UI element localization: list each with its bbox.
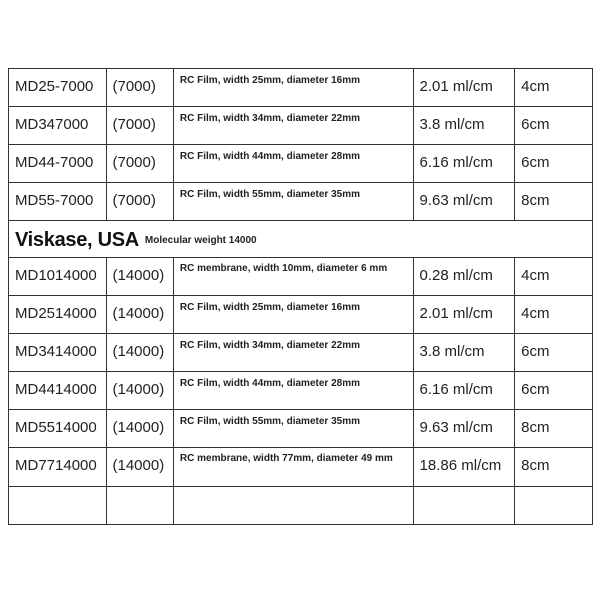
empty-cell bbox=[9, 487, 107, 525]
product-description: RC membrane, width 10mm, diameter 6 mm bbox=[173, 258, 413, 296]
product-description: RC Film, width 55mm, diameter 35mm bbox=[173, 410, 413, 448]
length: 4cm bbox=[515, 258, 593, 296]
brand-name: Viskase, USA bbox=[15, 229, 139, 251]
product-description: RC Film, width 25mm, diameter 16mm bbox=[173, 69, 413, 107]
table-row bbox=[9, 448, 593, 487]
product-code: MD25-7000 bbox=[9, 69, 107, 107]
product-code: MD5514000 bbox=[9, 410, 107, 448]
empty-cell bbox=[515, 487, 593, 525]
empty-cell bbox=[106, 487, 173, 525]
molecular-weight: (14000) bbox=[106, 296, 173, 334]
length: 6cm bbox=[515, 334, 593, 372]
product-code: MD2514000 bbox=[9, 296, 107, 334]
table-row bbox=[9, 183, 593, 221]
table-row bbox=[9, 258, 593, 296]
volume-per-length: 2.01 ml/cm bbox=[413, 296, 515, 334]
product-code: MD44-7000 bbox=[9, 145, 107, 183]
product-code: MD347000 bbox=[9, 107, 107, 145]
molecular-weight: (7000) bbox=[106, 183, 173, 221]
product-description: RC Film, width 25mm, diameter 16mm bbox=[173, 296, 413, 334]
empty-cell bbox=[173, 487, 413, 525]
molecular-weight: (14000) bbox=[106, 258, 173, 296]
volume-per-length: 9.63 ml/cm bbox=[413, 410, 515, 448]
product-description: RC membrane, width 77mm, diameter 49 mm bbox=[173, 448, 413, 487]
volume-per-length: 3.8 ml/cm bbox=[413, 334, 515, 372]
table-row bbox=[9, 69, 593, 107]
length: 4cm bbox=[515, 69, 593, 107]
product-description: RC Film, width 44mm, diameter 28mm bbox=[173, 145, 413, 183]
volume-per-length: 0.28 ml/cm bbox=[413, 258, 515, 296]
table-row bbox=[9, 296, 593, 334]
volume-per-length: 3.8 ml/cm bbox=[413, 107, 515, 145]
volume-per-length: 6.16 ml/cm bbox=[413, 372, 515, 410]
length: 6cm bbox=[515, 107, 593, 145]
length: 8cm bbox=[515, 410, 593, 448]
product-description: RC Film, width 34mm, diameter 22mm bbox=[173, 107, 413, 145]
molecular-weight: (7000) bbox=[106, 107, 173, 145]
product-description: RC Film, width 44mm, diameter 28mm bbox=[173, 372, 413, 410]
product-code: MD55-7000 bbox=[9, 183, 107, 221]
molecular-weight: (7000) bbox=[106, 145, 173, 183]
table-row bbox=[9, 107, 593, 145]
table-row bbox=[9, 334, 593, 372]
product-table-sheet bbox=[8, 68, 593, 533]
product-code: MD3414000 bbox=[9, 334, 107, 372]
table-row bbox=[9, 372, 593, 410]
product-description: RC Film, width 34mm, diameter 22mm bbox=[173, 334, 413, 372]
table-row bbox=[9, 410, 593, 448]
empty-cell bbox=[413, 487, 515, 525]
volume-per-length: 2.01 ml/cm bbox=[413, 69, 515, 107]
product-code: MD1014000 bbox=[9, 258, 107, 296]
volume-per-length: 18.86 ml/cm bbox=[413, 448, 515, 487]
product-table bbox=[8, 68, 593, 525]
volume-per-length: 6.16 ml/cm bbox=[413, 145, 515, 183]
product-code: MD4414000 bbox=[9, 372, 107, 410]
length: 8cm bbox=[515, 448, 593, 487]
molecular-weight: (14000) bbox=[106, 448, 173, 487]
product-description: RC Film, width 55mm, diameter 35mm bbox=[173, 183, 413, 221]
volume-per-length: 9.63 ml/cm bbox=[413, 183, 515, 221]
molecular-weight-note: Molecular weight 14000 bbox=[144, 235, 257, 246]
empty-row bbox=[9, 487, 593, 525]
molecular-weight: (14000) bbox=[106, 334, 173, 372]
length: 6cm bbox=[515, 145, 593, 183]
section-header bbox=[9, 221, 593, 258]
section-header-row bbox=[9, 221, 593, 258]
molecular-weight: (14000) bbox=[106, 410, 173, 448]
table-row bbox=[9, 145, 593, 183]
length: 6cm bbox=[515, 372, 593, 410]
product-code: MD7714000 bbox=[9, 448, 107, 487]
length: 8cm bbox=[515, 183, 593, 221]
molecular-weight: (7000) bbox=[106, 69, 173, 107]
molecular-weight: (14000) bbox=[106, 372, 173, 410]
length: 4cm bbox=[515, 296, 593, 334]
